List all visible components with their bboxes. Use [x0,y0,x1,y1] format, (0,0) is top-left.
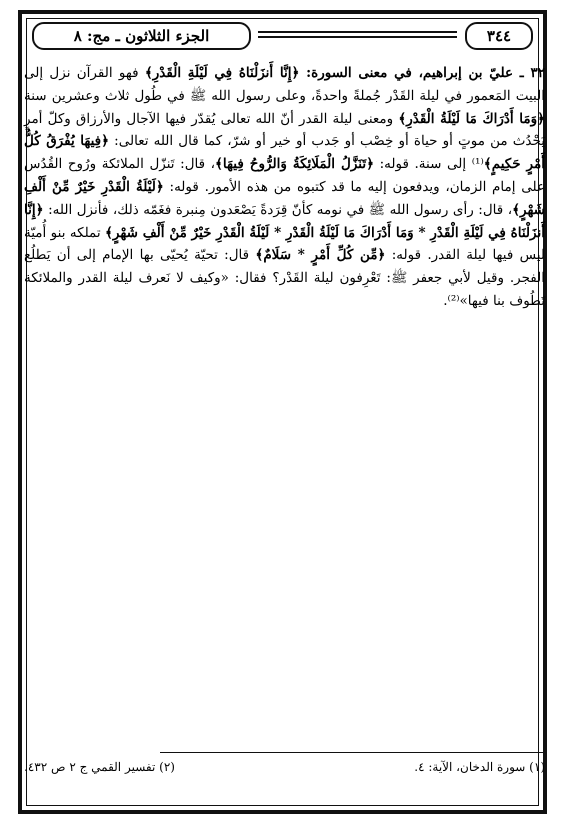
running-title: الجزء الثلاثون ـ مج: ٨ [32,22,251,50]
footnote-1: (١) سورة الدخان، الآية: ٤. [414,760,545,774]
body-text: تملكه بنو أُميّة ليس فيها ليلة القدر. قوله: [24,224,545,264]
body-text: ⁽¹⁾ إلى سنة. قوله: [374,156,484,173]
main-text [24,62,545,313]
paragraph-intro: ٣٢ ـ عليّ بن إبراهيم، في معنى السورة: [306,65,545,81]
body-text: ومعنى ليلة القدر أنّ الله تعالى يُقدّر فيها الآجال والأرزاق وكلّ أمرٍ يَحْدُث من موتٍ أو حياة أو خِصْب أو جَدب أو خير أو شرّ، كما قال الله تعالى: [24,110,545,150]
quran-verse: ﴿مِّن كُلِّ أَمْرٍ * سَلَامٌ﴾ [255,247,386,264]
quran-verse: ﴿تَنَزَّلُ الْمَلَائِكَةُ وَالرُّوحُ فِيهَا﴾ [215,156,375,173]
body-text: قال: تحيّة يُحيّى بها الإمام إلى أن يَطلُع الفجر. وقيل لأبي جعفر ﷺ: تَعْرِفون ليلة القَدْر؟ فقال: «وكيف لا نَعرف ليلة القدر والملائكة تَطُوف بنا فيها»⁽²⁾. [24,247,545,309]
page-header [32,22,533,52]
footnotes [24,760,545,774]
quran-verse: ﴿فِيهَا يُفْرَقُ كُلُّ أَمْرٍ حَكِيمٍ﴾ [24,133,545,173]
body-text: ، قال: رأى رسول الله ﷺ في نومه كأنّ قِرَدةً يَصْعَدون مِنبرة فغَمّه ذلك، فأنزل الله: [43,201,513,218]
quran-verse: ﴿إِنَّا أَنزَلْنَاهُ فِي لَيْلَةِ الْقَدْرِ﴾ [144,65,307,81]
quran-verse: ﴿إِنَّا أَنزَلْنَاهُ فِي لَيْلَةِ الْقَدْرِ * وَمَا أَدْرَاكَ مَا لَيْلَةُ الْقَدْرِ * لَيْلَةُ الْقَدْرِ خَيْرٌ مِّنْ أَلْفِ شَهْرٍ﴾ [24,201,545,241]
quran-verse: ﴿وَمَا أَدْرَاكَ مَا لَيْلَةُ الْقَدْرِ﴾ [398,110,545,127]
footnote-rule [160,752,545,753]
page-number: ٣٤٤ [465,22,533,50]
paragraph-32 [24,62,545,313]
body-text: فهو القرآن نزل إلى البيت المَعمور في ليلة القَدْر جُملةً واحدةً، وعلى رسول الله ﷺ في طُول ثلاث وعشرين سنة [24,65,545,104]
header-rule [258,31,457,38]
body-text: ، قال: تَنزّل الملائكة ورُوح القُدُس على إمام الزمان، ويدفعون إليه ما قد كتبوه من هذه الأمور. قوله: [24,156,545,195]
footnote-2: (٢) تفسير القمي ج ٢ ص ٤٣٢. [24,760,175,774]
quran-verse: ﴿لَيْلَةُ الْقَدْرِ خَيْرٌ مِّنْ أَلْفِ شَهْرٍ﴾ [24,178,545,218]
